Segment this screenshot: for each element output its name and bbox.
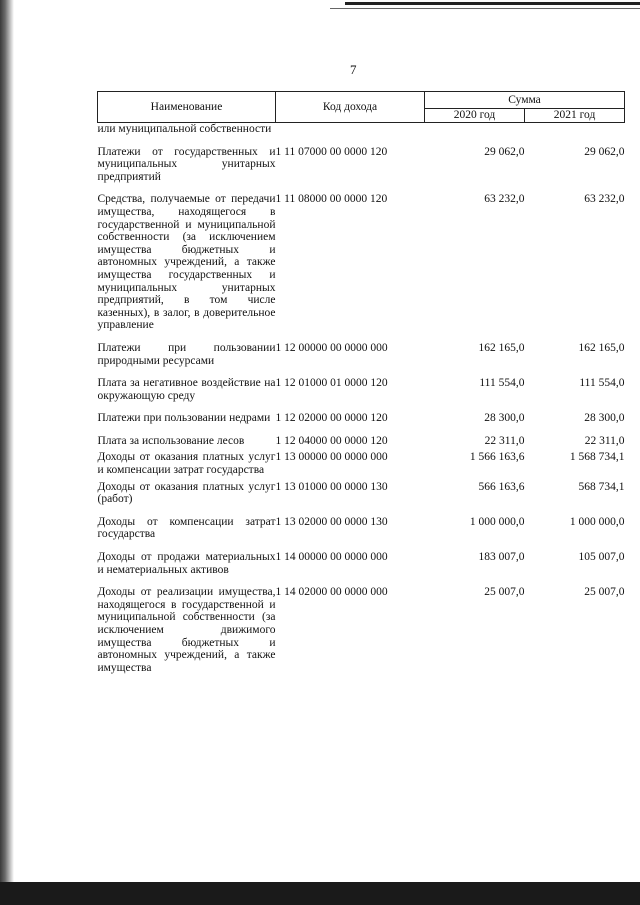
header-code: Код дохода — [276, 92, 425, 123]
row-value-2021: 1 568 734,1 — [569, 451, 625, 464]
table-row — [98, 451, 625, 480]
table-row — [98, 377, 625, 412]
row-value-2020: 28 300,0 — [484, 412, 525, 425]
row-value-2020: 566 163,6 — [478, 480, 525, 493]
row-value-2020 — [425, 123, 525, 146]
row-code: 1 11 08000 00 0000 120 — [275, 193, 388, 206]
scan-edge-left — [0, 0, 14, 905]
row-value-2021: 22 311,0 — [584, 434, 625, 447]
table-row — [98, 193, 625, 342]
scan-edge-top-thin — [330, 8, 640, 9]
row-name: или муниципальной собственности — [97, 123, 272, 135]
table-row — [98, 551, 625, 586]
row-code: 1 12 00000 00 0000 000 — [275, 341, 388, 354]
table-row — [98, 412, 625, 435]
row-value-2021: 105 007,0 — [578, 551, 625, 564]
row-value-2020: 22 311,0 — [484, 434, 525, 447]
table-row — [98, 516, 625, 551]
row-value-2020: 162 165,0 — [478, 341, 525, 354]
page-number: 7 — [350, 62, 357, 77]
header-sum: Сумма — [425, 92, 625, 109]
scan-edge-top — [345, 2, 640, 5]
row-value-2020: 1 000 000,0 — [469, 515, 525, 528]
row-value-2021: 162 165,0 — [578, 341, 625, 354]
row-value-2021: 29 062,0 — [584, 145, 625, 158]
row-name: Доходы от реализации имущества, находящегося в государственной и муниципальной собственности (за исключением движимого имущества бюджетных и автономных учреждений, а также имущества — [97, 586, 276, 674]
row-value-2020: 25 007,0 — [484, 586, 525, 599]
table-row — [98, 123, 625, 146]
table-row — [98, 342, 625, 377]
header-name: Наименование — [98, 92, 276, 123]
table-row — [98, 435, 625, 452]
row-code: 1 13 02000 00 0000 130 — [275, 515, 388, 528]
row-name: Платежи при пользовании природными ресурсами — [97, 341, 276, 367]
header-year-2021: 2021 год — [525, 109, 625, 123]
table-header — [98, 92, 625, 123]
row-value-2020: 29 062,0 — [484, 145, 525, 158]
row-name: Платежи при пользовании недрами — [97, 412, 271, 425]
table-row — [98, 481, 625, 516]
row-value-2020: 63 232,0 — [484, 193, 525, 206]
row-code: 1 13 00000 00 0000 000 — [275, 451, 388, 464]
row-name: Доходы от продажи материальных и нематериальных активов — [97, 551, 276, 576]
row-code — [276, 123, 425, 146]
row-value-2020: 1 566 163,6 — [469, 451, 525, 464]
row-value-2021: 111 554,0 — [579, 377, 625, 390]
row-name: Доходы от оказания платных услуг (работ) — [97, 480, 276, 506]
row-value-2021: 1 000 000,0 — [569, 515, 625, 528]
row-code: 1 14 00000 00 0000 000 — [275, 551, 388, 564]
row-name: Доходы от оказания платных услуг и компенсации затрат государства — [97, 451, 276, 477]
row-code: 1 14 02000 00 0000 000 — [275, 586, 388, 599]
row-value-2021: 63 232,0 — [584, 193, 625, 206]
row-code: 1 11 07000 00 0000 120 — [275, 145, 388, 158]
table-body — [98, 123, 625, 675]
row-name: Средства, получаемые от передачи имущества, находящегося в государственной и муниципальной собственности (за исключением имущества бюджетных и автономных учреждений, а также имущества государственных и муниципальных унитарных предприятий, в том числе казенных), в залог, в доверительное управление — [97, 193, 276, 332]
row-value-2020: 111 554,0 — [479, 377, 525, 390]
row-value-2020: 183 007,0 — [478, 551, 525, 564]
row-name: Плата за использование лесов — [97, 434, 245, 447]
table-row — [98, 586, 625, 674]
revenue-table — [97, 91, 625, 674]
row-name: Плата за негативное воздействие на окружающую среду — [97, 377, 276, 402]
row-value-2021: 568 734,1 — [578, 480, 625, 493]
row-name: Доходы от компенсации затрат государства — [97, 515, 276, 541]
row-code: 1 12 04000 00 0000 120 — [275, 434, 388, 447]
row-code: 1 12 01000 01 0000 120 — [275, 377, 388, 390]
row-value-2021 — [525, 123, 625, 146]
scan-edge-bottom — [0, 882, 640, 905]
table-row — [98, 146, 625, 194]
row-code: 1 12 02000 00 0000 120 — [275, 412, 388, 425]
header-year-2020: 2020 год — [425, 109, 525, 123]
row-name: Платежи от государственных и муниципальных унитарных предприятий — [97, 145, 276, 183]
row-value-2021: 28 300,0 — [584, 412, 625, 425]
row-code: 1 13 01000 00 0000 130 — [275, 480, 388, 493]
row-value-2021: 25 007,0 — [584, 586, 625, 599]
